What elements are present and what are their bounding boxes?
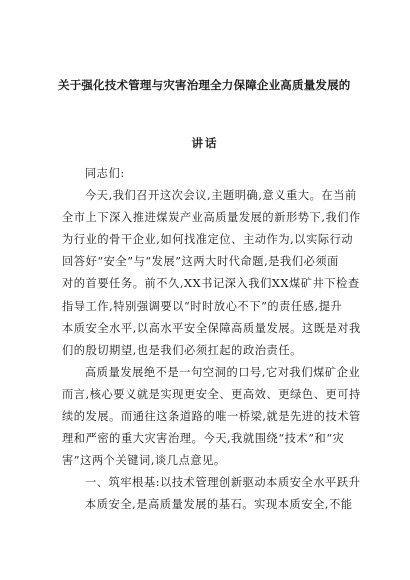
body-line: 今天,我们召开这次会议,主题明确,意义重大。在当前 [85,189,357,203]
body-line: 对的首要任务。前不久,XX书记深入我们XX煤矿井下检查 [62,277,360,291]
body-line: 理和严密的重大灾害治理。今天,我就围绕“技术”和“灾 [62,432,345,446]
body-line: 同志们: [85,167,125,180]
body-line: 高质量发展绝不是一句空洞的口号,它对我们煤矿企业 [85,365,361,379]
document-subtitle: 讲话 [191,136,219,150]
body-line: 本质安全,是高质量发展的基石。实现本质安全,不能 [85,498,353,512]
body-line: 害”这两个关键词,谈几点意见。 [62,454,226,468]
body-line: 本质安全水平,以高水平安全保障高质量发展。这既是对我 [62,321,361,335]
body-line: 续的发展。而通往这条道路的唯一桥梁,就是先进的技术管 [62,410,361,424]
body-line: 指导工作,特别强调要以“时时放心不下”的责任感,提升 [62,299,343,313]
body-line: 而言,核心要义就是实现更安全、更高效、更绿色、更可持 [62,387,361,401]
document-title: 关于强化技术管理与灾害治理全力保障企业高质量发展的 [58,78,351,92]
body-line: 全市上下深入推进煤炭产业高质量发展的新形势下,我们作 [62,211,361,225]
body-line: 一、筑牢根基:以技术管理创新驱动本质安全水平跃升 [85,476,361,490]
document-body [62,163,361,517]
body-line: 为行业的骨干企业,如何找准定位、主动作为,以实际行动 [62,233,354,247]
body-line: 们的殷切期望,也是我们必须扛起的政治责任。 [62,343,302,357]
body-line: 回答好“安全”与“发展”这两大时代命题,是我们必须面 [62,255,339,269]
